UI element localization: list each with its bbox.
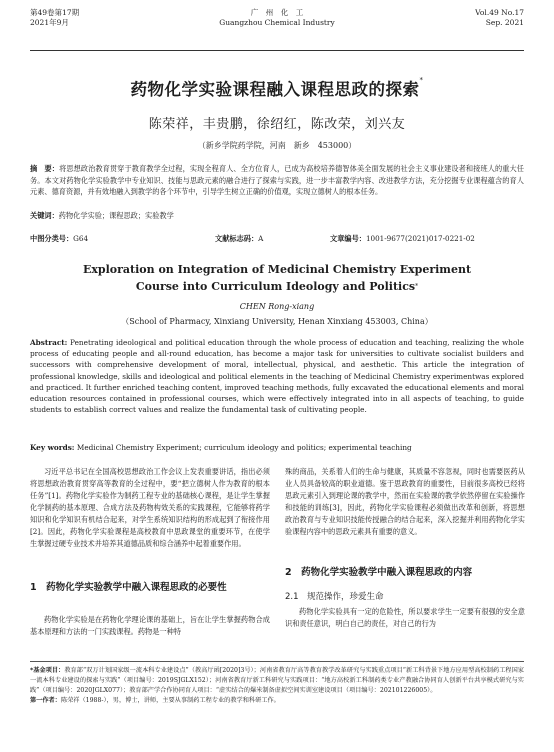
paper-title-en: Exploration on Integration of Medicinal Chemistry Experiment Course into Curriculum Ideology and Politics* <box>82 263 472 293</box>
abstract-cn-text: 将思想政治教育贯穿于教育教学全过程，实现全程育人、全方位育人，已成为高校培养德智体美全面发展的社会主义事业建设者和接班人的重大任务。本文对药物化学实验教学中专业知识、技能与思政元素的融合进行了探索与实践，进一步丰富教学内容、改进教学方法，充分挖掘专业课程蕴含的育人元素、德育资源，并有效地融入到教学的各个环节中，引导学生树立正确的价值观，实现立德树人的根本任务。 <box>30 164 524 197</box>
volume-label: Vol.49 No.17 <box>475 8 524 17</box>
affiliation-en: （School of Pharmacy, Xinxiang University, Henan Xinxiang 453003, China） <box>121 317 433 326</box>
keywords-en-text: Medicinal Chemistry Experiment; curriculum ideology and politics; experimental teaching <box>76 443 412 452</box>
clc-number: 中图分类号：G64 <box>30 234 89 243</box>
abstract-en <box>30 337 524 415</box>
abstract-en-label: Abstract: <box>30 338 68 347</box>
fund-mark: * <box>419 76 424 84</box>
body-paragraph: 药物化学实验是在药物化学理论课的基础上，旨在让学生掌握药物合成基本原理和方法的一门实践课程。药物是一种特 <box>30 615 270 636</box>
first-author-note: 第一作者：陈荣祥（1988-），男，博士，讲师，主要从事制药工程专业的教学和科研工作。 <box>30 697 280 704</box>
footnote <box>30 666 524 706</box>
section-heading-1: 1 药物化学实验教学中融入课程思政的必要性 <box>30 582 227 593</box>
keywords-cn-text: 药物化学实验；课程思政；实验教学 <box>58 211 174 220</box>
body-paragraph: 药物化学实验具有一定的危险性，所以要求学生一定要有很强的安全意识和责任意识，明白自己的责任，对自己的行为 <box>285 607 525 628</box>
journal-name-cn: 广 州 化 工 <box>250 8 304 17</box>
abstract-cn-label: 摘 要： <box>30 164 60 173</box>
subsection-heading-2-1: 2.1 规范操作，珍爱生命 <box>285 592 384 602</box>
paper-title-cn: 药物化学实验课程融入课程思政的探索* <box>130 76 424 99</box>
journal-name-en: Guangzhou Chemical Industry <box>219 18 335 27</box>
authors-cn: 陈荣祥，丰贵鹏，徐绍红，陈改荣，刘兴友 <box>148 117 406 132</box>
section-heading-2: 2 药物化学实验教学中融入课程思政的内容 <box>285 567 473 578</box>
body-paragraph: 习近平总书记在全国高校思想政治工作会议上发表重要讲话，指出必须将思想政治教育贯穿高等教育的全过程中，要“把立德树人作为教育的根本任务”[1]。药物化学实验作为制药工程专业的基础核心课程，是让学生掌握化学制药的基本原理、合成方法及药物构效关系的实践课程，它能够将药学知识和化学知识有机结合起来，对学生系统知识结构的形成起到了衔接作用[2]。因此，药物化学实验课程是高校教育中思政课堂的重要环节，在使学生掌握过硬专业技术并培养其道德品质和综合涵养中起着重要作用。 <box>30 467 270 548</box>
keywords-en-label: Key words: <box>30 443 75 452</box>
journal-header-center <box>0 8 554 28</box>
issue-label: 第49卷第17期 <box>30 8 80 17</box>
issue-date: 2021年9月 <box>30 18 69 27</box>
affiliation-cn: （新乡学院药学院，河南 新乡 453000） <box>197 141 357 150</box>
keywords-en <box>30 443 524 452</box>
body-paragraph: 殊的商品，关系着人们的生命与健康，其质量不容忽视，同时也需要医药从业人员具备较高的职业道德。鉴于思政教育的重要性，目前很多高校已经将思政元素引入到理论课的教学中，然而在实验课的教学依然停留在实验操作和技能的训练[3]，因此，药物化学实验课程必须做出改革和创新，将思想政治教育与专业知识技能传授融合的结合起来，深入挖掘并利用药物化学实验课程内容中的思政元素具有重要的意义。 <box>285 467 525 536</box>
document-code: 文献标志码：A <box>215 234 264 243</box>
footnote-divider <box>30 661 524 662</box>
keywords-cn-label: 关键词： <box>30 211 59 220</box>
fund-note: *基金项目：教育部“双万计划国家级一流本科专业建设点”（教高厅函[2020]3号）；河南省教育厅高等教育教学改革研究与实践重点项目“新工科背景下地方应用型高校制药工程国家一流本科专业建设的探索与实践”（项目编号：2019SJGLX152）；河南省教育厅新工科研究与实践项目：“地方高校新工科制药类专业产教融合协同育人创新平台共享模式研究与实践”（项目编号：2020JGLX077）；教育部产学合作协同育人项目：“虚实结合的爆米制备虚拟空间实训室建设项目（项目编号：202101226005）。 <box>30 667 524 694</box>
fund-mark-en: * <box>415 283 419 290</box>
volume-date: Sep. 2021 <box>485 18 524 27</box>
header-divider <box>30 50 524 51</box>
abstract-en-text: Penetrating ideological and political education through the whole process of education and teaching, realizing the whole process of educating people and all-round education, has become a major task for universities to cultivate socialist builders and successors with comprehensive development of moral, intellectual, physical, and aesthetic. This article the integration of professional knowledge, skills and ideological and political elements in the teaching of Medicinal Chemistry experimentwas explored and practiced. It further enriched teaching content, improved teaching methods, fully excavated the educational elements and moral education resources contained in professional courses, which were effectively integrated into in all aspects of teaching, to guide students to establish correct values and realize the fundamental task of cultivating people. <box>30 338 524 415</box>
keywords-cn <box>30 211 524 221</box>
authors-en: CHEN Rong-xiang <box>239 302 315 311</box>
abstract-cn <box>30 163 524 198</box>
journal-header-right <box>475 8 524 28</box>
article-number: 文章编号：1001-9677(2021)017-0221-02 <box>330 234 475 243</box>
